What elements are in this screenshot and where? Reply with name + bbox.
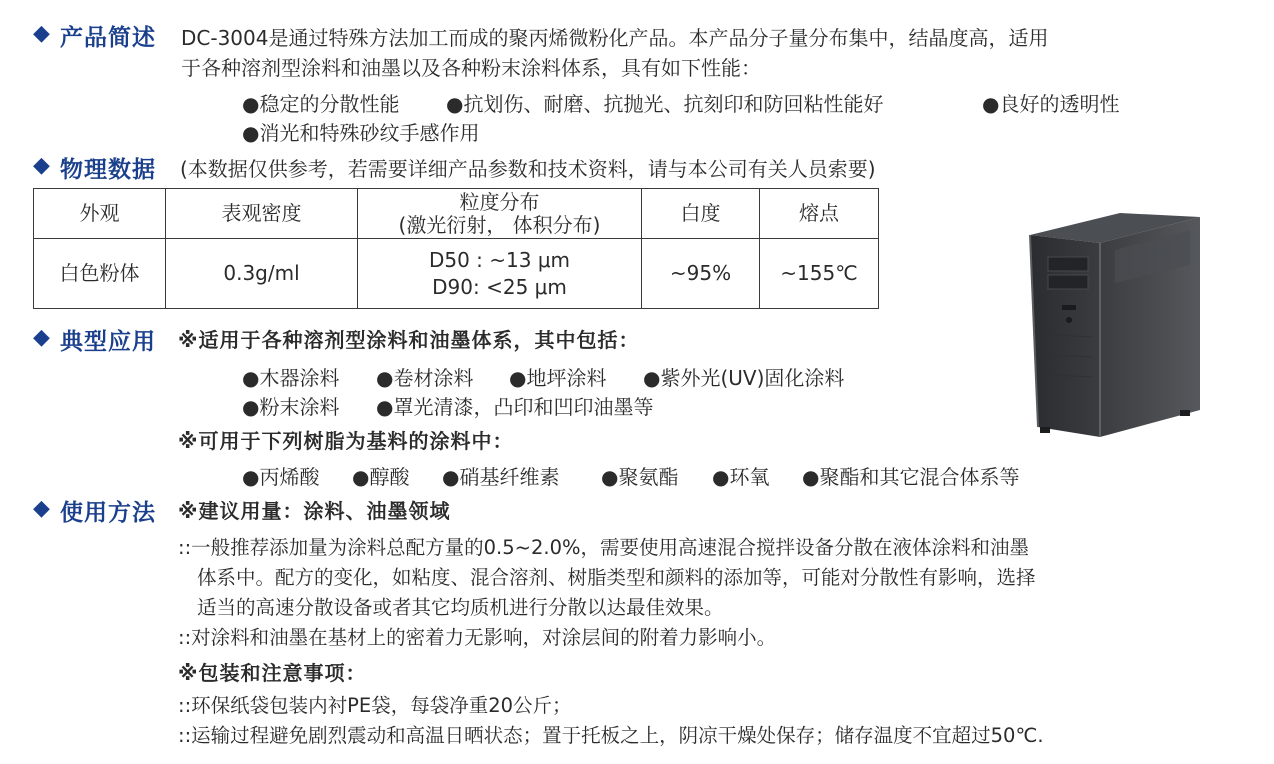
cell-density: 0.3g/ml: [166, 239, 358, 309]
resin-item: ●环氧: [712, 465, 770, 489]
resin-item: ●丙烯酸: [242, 465, 320, 489]
cell-d50: D50 : ~13 μm: [428, 247, 571, 272]
application-item: ●木器涂料: [242, 366, 340, 390]
header-particle-size: [358, 189, 642, 239]
header-particle-size-line1: 粒度分布: [459, 189, 540, 214]
cell-d90: D90: <25 μm: [432, 274, 567, 299]
usage-para1-line3: 适当的高速分散设备或者其它均质机进行分散以达最佳效果。: [197, 596, 724, 619]
feature-item: ●稳定的分散性能: [242, 92, 400, 116]
header-density: 表观密度: [166, 189, 358, 239]
header-appearance: 外观: [34, 189, 166, 239]
packaging-line1: ::环保纸袋包装内衬PE袋，每袋净重20公斤；: [178, 694, 572, 717]
product-image: [1000, 205, 1235, 445]
section-bullet: ◆: [33, 21, 50, 46]
resin-item: ●硝基纤维素: [442, 465, 560, 489]
cell-melting-point: ~155℃: [760, 239, 879, 309]
applications-title: 典型应用: [60, 329, 156, 355]
pc-tower-illustration: [1000, 205, 1235, 445]
resin-item: ●醇酸: [352, 465, 410, 489]
feature-item: ●消光和特殊砂纹手感作用: [242, 121, 480, 145]
table-row: [34, 239, 879, 309]
application-item: ●粉末涂料: [242, 395, 340, 419]
physical-title: 物理数据: [60, 157, 156, 183]
usage-para2: ::对涂料和油墨在基材上的密着力无影响，对涂层间的附着力影响小。: [178, 626, 777, 649]
physical-data-table: [33, 188, 879, 309]
section-bullet: ◆: [33, 496, 50, 521]
header-melting-point: 熔点: [760, 189, 879, 239]
header-particle-size-line2: (激光衍射， 体积分布): [398, 212, 601, 237]
table-header-row: [34, 189, 879, 239]
application-item: ●地坪涂料: [509, 366, 607, 390]
physical-note: (本数据仅供参考，若需要详细产品参数和技术资料，请与本公司有关人员索要): [180, 157, 876, 181]
application-item: ●罩光清漆，凸印和凹印油墨等: [376, 395, 654, 419]
cell-particle-size: [358, 239, 642, 309]
usage-heading: ※建议用量：涂料、油墨领域: [178, 499, 451, 523]
cell-appearance: 白色粉体: [34, 239, 166, 309]
resin-item: ●聚氨酯: [601, 465, 679, 489]
overview-line2: 于各种溶剂型涂料和油墨以及各种粉末涂料体系，具有如下性能：: [181, 56, 761, 80]
usage-para1-line1: ::一般推荐添加量为涂料总配方量的0.5~2.0%，需要使用高速混合搅拌设备分散在液体涂料和油墨: [178, 536, 1030, 559]
overview-line1: DC-3004是通过特殊方法加工而成的聚丙烯微粉化产品。本产品分子量分布集中，结晶度高，适用: [181, 26, 1049, 50]
cell-whiteness: ~95%: [642, 239, 760, 309]
overview-title: 产品简述: [60, 25, 156, 51]
header-whiteness: 白度: [642, 189, 760, 239]
application-item: ●卷材涂料: [376, 366, 474, 390]
applications-heading1: ※适用于各种溶剂型涂料和油墨体系，其中包括：: [178, 328, 640, 352]
usage-title: 使用方法: [60, 500, 156, 526]
packaging-heading: ※包装和注意事项：: [178, 661, 367, 685]
resin-item: ●聚酯和其它混合体系等: [802, 465, 1020, 489]
usage-para1-line2: 体系中。配方的变化，如粘度、混合溶剂、树脂类型和颜料的添加等，可能对分散性有影响，选择: [197, 566, 1036, 589]
packaging-line2: ::运输过程避免剧烈震动和高温日晒状态；置于托板之上，阴凉干燥处保存；储存温度不宜超过50℃.: [178, 724, 1044, 747]
applications-heading2: ※可用于下列树脂为基料的涂料中：: [178, 429, 514, 453]
feature-item: ●良好的透明性: [982, 92, 1120, 116]
section-bullet: ◆: [33, 153, 50, 178]
application-item: ●紫外光(UV)固化涂料: [643, 366, 845, 390]
section-bullet: ◆: [33, 325, 50, 350]
feature-item: ●抗划伤、耐磨、抗抛光、抗刻印和防回粘性能好: [446, 92, 884, 116]
